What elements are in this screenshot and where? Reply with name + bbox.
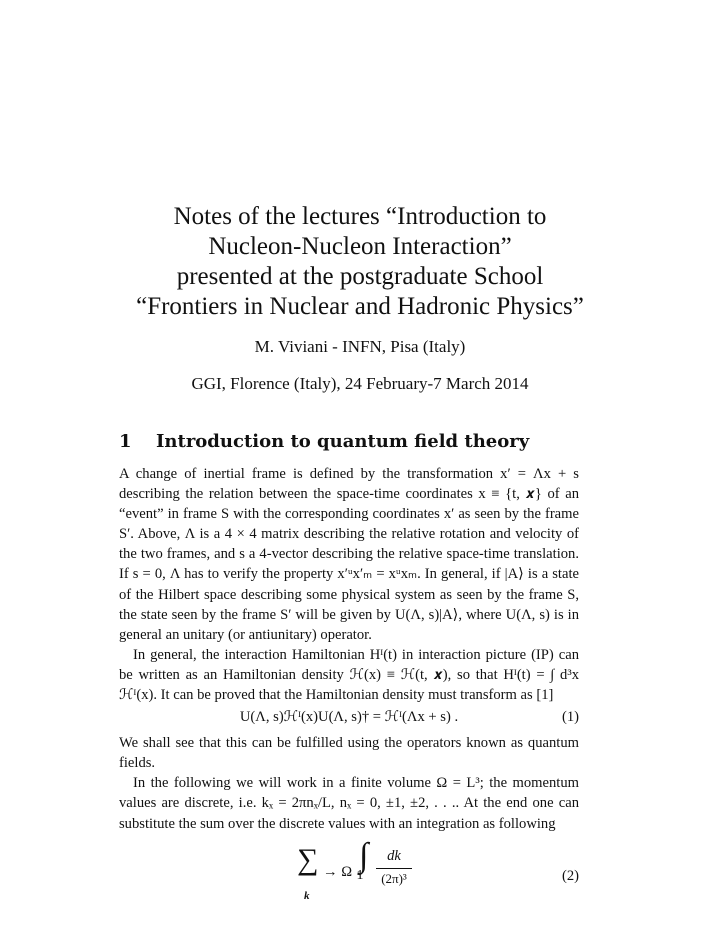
sum-symbol: ∑ [297, 842, 319, 876]
section-heading [119, 430, 529, 454]
paragraph: We shall see that this can be fulfilled using the operators known as quantum fields. [119, 735, 579, 772]
paragraph: In general, the interaction Hamiltonian Hᴵ(t) in interaction picture (IP) can be written as an Hamiltonian density ℋ(x) ≡ ℋ(t, 𝒙), so that Hᴵ(t) = ∫ d³x ℋᴵ(x). It can be proved that the Hamiltonian density must transform as [1] [119, 646, 579, 704]
title-line: Notes of the lectures “Introduction to [173, 203, 547, 230]
title-line: Nucleon-Nucleon Interaction” [208, 233, 512, 260]
author-line: M. Viviani - INFN, Pisa (Italy) [254, 337, 466, 356]
title-line: “Frontiers in Nuclear and Hadronic Physics” [136, 293, 584, 320]
integral-symbol: ∫ [359, 836, 369, 874]
paragraph: In the following we will work in a finite volume Ω = L³; the momentum values are discrete, i.e. kₓ = 2πnₓ/L, nₓ = 0, ±1, ±2, . . .. At the end one can substitute the sum over the discrete values with an integration as following [119, 775, 579, 832]
equation-1-expression: U(Λ, s)ℋᴵ(x)U(Λ, s)† = ℋᴵ(Λx + s) . [239, 709, 459, 726]
equation-2-label: (2) [561, 867, 579, 884]
body-text [119, 464, 579, 916]
title-line: presented at the postgraduate School [176, 263, 544, 290]
fraction-denominator: (2π)³ [381, 870, 407, 886]
paragraph: A change of inertial frame is defined by the transformation x′ = Λx + s describing the relation between the space-time coordinates x ≡ {t, 𝒙} of an “event” in frame S with the corresponding coordinates x′ as seen by the frame S′. Above, Λ is a 4 × 4 matrix describing the relative rotation and velocity of the two frames, and s a 4-vector describing the relative space-time translation. If s = 0, Λ has to verify the property x′ᵘx′ₘ = xᵘxₘ. In general, if |A⟩ is a state of the Hilbert space describing some physical system as seen by the frame S, the state seen by the frame S′ will be given by U(Λ, s)|A⟩, where U(Λ, s) is in general an unitary (or antiunitary) operator. [119, 466, 579, 643]
sum-index: k [304, 889, 310, 902]
section-title: Introduction to quantum field theory [156, 431, 530, 452]
equation-2-arrow: → Ω [323, 863, 353, 880]
venue-line: GGI, Florence (Italy), 24 February-7 March 2014 [191, 374, 529, 393]
equation-1-label: (1) [561, 709, 579, 726]
section-number: 1 [119, 431, 132, 452]
fraction-numerator: dk [376, 846, 412, 869]
equation-1 [119, 705, 579, 733]
paper-title [60, 202, 660, 322]
page-number: 1 [356, 868, 364, 883]
